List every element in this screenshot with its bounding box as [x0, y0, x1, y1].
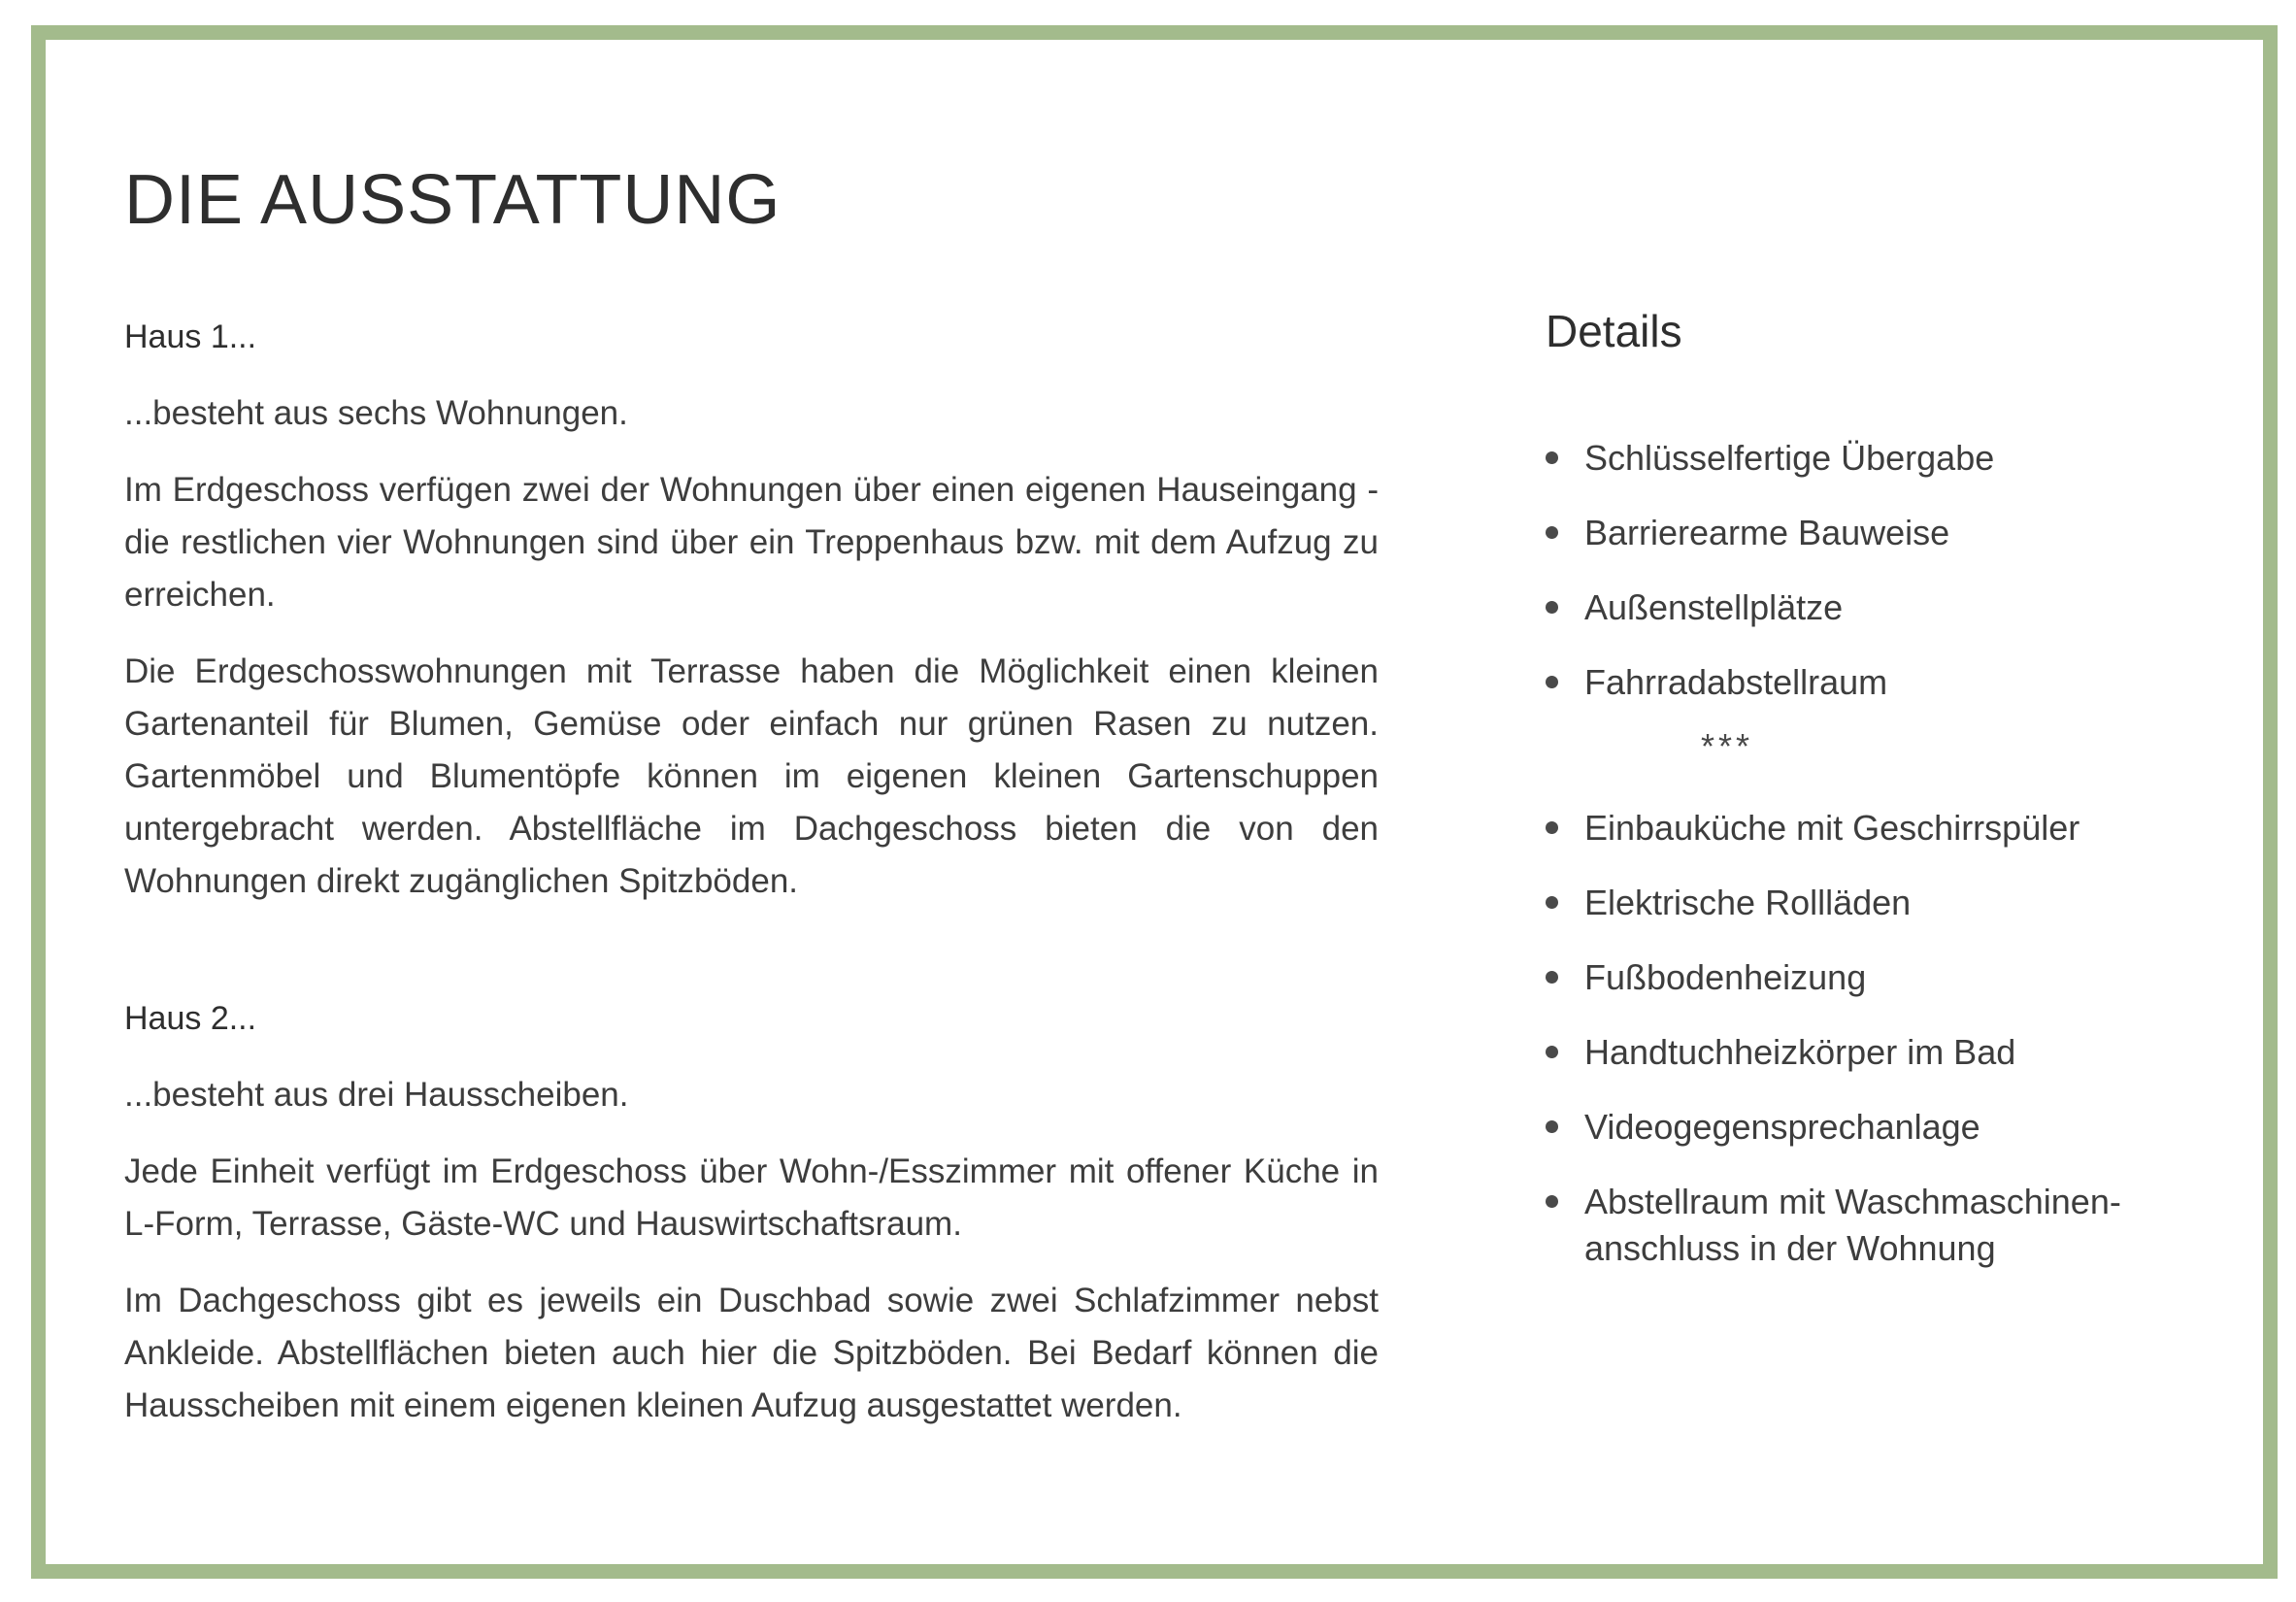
detail-item	[1546, 954, 2177, 1001]
detail-item-label: Fußbodenheizung	[1584, 957, 1867, 997]
detail-item-label: Abstellraum mit Waschmaschinen-anschluss in der Wohnung	[1584, 1182, 2121, 1268]
detail-item	[1546, 510, 2177, 556]
detail-item	[1546, 435, 2177, 482]
detail-item-label: Handtuchheizkörper im Bad	[1584, 1032, 2016, 1072]
details-title: Details	[1546, 306, 1682, 356]
detail-item-label: Fahrradabstellraum	[1584, 662, 1888, 702]
details-list-1	[1546, 435, 2177, 706]
detail-item-label: Barrierearme Bauweise	[1584, 513, 1950, 552]
haus1-paragraph-3: Die Erdgeschosswohnungen mit Terrasse haben die Möglichkeit einen kleinen Gartenanteil für Blumen, Gemüse oder einfach nur grünen Rasen zu nutzen. Gartenmöbel und Blumentöpfe können im eigenen kleinen Gartenschuppen untergebracht werden. Abstellfläche im Dachgeschoss bieten die von den Wohnungen direkt zugänglichen Spitzböden.	[124, 652, 1379, 900]
detail-item	[1546, 805, 2177, 851]
detail-item-label: Schlüsselfertige Übergabe	[1584, 438, 1995, 478]
haus2-paragraph-1: ...besteht aus drei Hausscheiben.	[124, 1076, 629, 1114]
bullet-icon	[1546, 451, 1558, 464]
bullet-icon	[1546, 821, 1558, 834]
details-column	[1546, 305, 2177, 1272]
list-separator: ***	[1701, 726, 1754, 766]
haus2-paragraph-3: Im Dachgeschoss gibt es jeweils ein Duschbad sowie zwei Schlafzimmer nebst Ankleide. Abstellflächen bieten auch hier die Spitzböden. Bei Bedarf können die Hausscheiben mit einem eigenen kleinen Aufzug ausgestattet werden.	[124, 1282, 1379, 1424]
detail-item-label: Außenstellplätze	[1584, 587, 1844, 627]
detail-item-label: Einbauküche mit Geschirrspüler	[1584, 808, 2080, 848]
haus1-paragraph-1: ...besteht aus sechs Wohnungen.	[124, 394, 628, 432]
haus1-heading: Haus 1...	[124, 318, 257, 355]
bullet-icon	[1546, 971, 1558, 984]
haus1-paragraph-2: Im Erdgeschoss verfügen zwei der Wohnungen über einen eigenen Hauseingang - die restlichen vier Wohnungen sind über ein Treppenhaus bzw. mit dem Aufzug zu erreichen.	[124, 471, 1379, 614]
detail-item	[1546, 1029, 2177, 1076]
bullet-icon	[1546, 526, 1558, 539]
bullet-icon	[1546, 676, 1558, 688]
bullet-icon	[1546, 601, 1558, 614]
detail-item	[1546, 880, 2177, 926]
detail-item-label: Videogegensprechanlage	[1584, 1107, 1980, 1147]
bullet-icon	[1546, 896, 1558, 909]
haus2-paragraph-2: Jede Einheit verfügt im Erdgeschoss über Wohn-/Esszimmer mit offener Küche in L-Form, Terrasse, Gäste-WC und Hauswirtschaftsraum.	[124, 1152, 1379, 1243]
bullet-icon	[1546, 1120, 1558, 1133]
haus2-heading: Haus 2...	[124, 1000, 257, 1037]
detail-item	[1546, 1179, 2177, 1272]
detail-item	[1546, 584, 2177, 631]
bullet-icon	[1546, 1046, 1558, 1058]
description-column	[124, 316, 1379, 1456]
detail-item	[1546, 659, 2177, 706]
bullet-icon	[1546, 1195, 1558, 1208]
details-list-2	[1546, 805, 2177, 1272]
detail-item-label: Elektrische Rollläden	[1584, 883, 1912, 922]
detail-item	[1546, 1104, 2177, 1151]
page-title: DIE AUSSTATTUNG	[124, 161, 782, 239]
